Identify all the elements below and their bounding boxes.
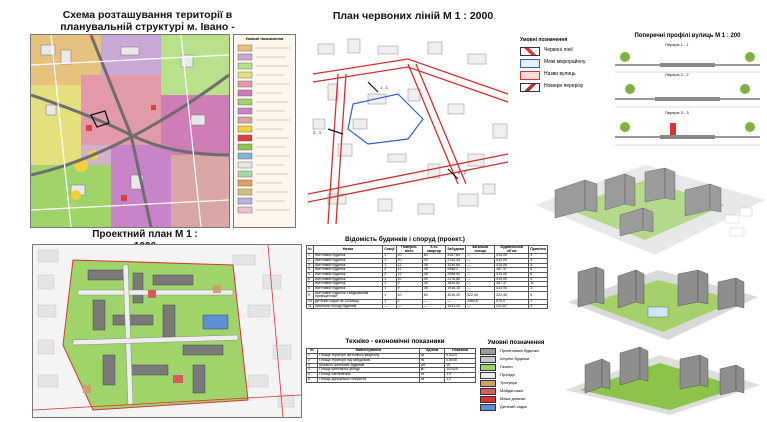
table-cell: 40 (422, 259, 446, 264)
table-cell: — (466, 254, 495, 259)
legend-label: Майданчики (500, 388, 523, 394)
red-lines-title: План червоних ліній М 1 : 2000 (332, 10, 494, 22)
table-cell: Площа території житлового кварталу (318, 353, 420, 358)
table-cell: — (466, 282, 495, 287)
table-cell: 2 (307, 358, 318, 363)
scheme-legend-title: Умовні позначення (245, 36, 284, 41)
table-cell: 6 (529, 268, 548, 273)
table-cell: 3 (307, 363, 318, 368)
table-cell: 12 (396, 263, 422, 268)
table-cell: 5 (307, 273, 314, 278)
table-cell: 9 (396, 282, 422, 287)
project-plan-drawing (33, 245, 301, 417)
red-lines-legend-title: Умовні позначення (520, 37, 568, 43)
tep-body (307, 353, 476, 382)
legend-item (480, 396, 552, 403)
legend-label: Газони (500, 364, 513, 370)
aerial-view-3 (560, 345, 766, 417)
table-cell: 2178,88 (446, 277, 466, 282)
legend-label: Червоні лінії (544, 47, 573, 54)
table-cell: 414,05 (495, 263, 529, 268)
table-cell: 7 (307, 282, 314, 287)
legend-item (480, 372, 552, 379)
table-cell: 5 (307, 373, 318, 378)
legend-swatch (480, 356, 496, 363)
table-cell: 12 (396, 273, 422, 278)
table-cell: 2988,92 (446, 273, 466, 278)
table-cell: 3 (529, 304, 548, 309)
table-cell: 3 (529, 277, 548, 282)
table-cell: га (419, 373, 444, 378)
table-cell: 11 (308, 303, 312, 308)
table-cell: 1 (383, 263, 396, 268)
col-header: Поверхо-вість (396, 246, 422, 254)
table-cell: — (396, 304, 422, 309)
legend-label: Існуючі будинки (500, 356, 530, 362)
legend-label: Номери перерізу (544, 83, 584, 90)
profile-3-label: Переріз 3 - 3 (665, 110, 689, 115)
table-cell: 48 (422, 263, 446, 268)
table-cell: 48 (422, 273, 446, 278)
col-header: Забудови (446, 246, 466, 254)
table-cell: 9 (396, 287, 422, 292)
legend-swatch (480, 388, 496, 395)
table-cell: 387,37 (495, 268, 529, 273)
table-cell: 40 (422, 277, 446, 282)
table-cell: 1 (383, 277, 396, 282)
table-cell: Площа озеленення (318, 373, 420, 378)
legend-item (480, 356, 552, 363)
table-cell: 1 (383, 259, 396, 264)
table-cell: 12 (396, 268, 422, 273)
legend-item-red-line (520, 47, 606, 56)
col-header: К-ть квартир (422, 246, 446, 254)
table-cell: га (419, 358, 444, 363)
table-cell: Дитячий садок на 120місць (313, 300, 382, 305)
table-cell: 64 (422, 254, 446, 259)
table-cell: 1 (383, 291, 396, 299)
table-cell: 3 (307, 263, 314, 268)
table-cell: — (422, 304, 446, 309)
table-cell: га (419, 353, 444, 358)
table-cell: 10 (396, 259, 422, 264)
project-plan-map (32, 244, 302, 418)
table-cell: 1 (307, 353, 318, 358)
col-header: Назва (313, 246, 382, 254)
table-cell: 3016,20 (446, 291, 466, 299)
table-cell: 1,2 (445, 378, 476, 383)
scheme-map (30, 34, 230, 228)
table-cell: Загальна площа будинків (313, 304, 382, 309)
legend-item-street-names (520, 71, 606, 80)
legend-item-boundary (520, 59, 606, 68)
table-cell: Житловий будинок (313, 282, 382, 287)
profile-2-drawing (610, 77, 765, 111)
table-cell: 2 (307, 259, 314, 264)
table-cell: 6 (307, 378, 318, 383)
svg-text:2 - 2: 2 - 2 (458, 170, 467, 175)
project-legend-items (480, 348, 552, 411)
table-cell: 10 (308, 299, 312, 304)
table-cell: — (446, 300, 466, 305)
table-cell: — (466, 273, 495, 278)
table-cell: 48 (422, 268, 446, 273)
table-cell: Житловий будинок (313, 277, 382, 282)
scheme-legend (233, 34, 296, 228)
table-cell: 322,40 (495, 291, 529, 299)
legend-label: Межа ділянки (500, 396, 526, 402)
legend-label: Проїзди (500, 372, 515, 378)
table-cell: 414,05 (495, 273, 529, 278)
table-cell: 322,40 (466, 291, 495, 299)
table-cell: 1 (383, 287, 396, 292)
table-cell: 10 (396, 254, 422, 259)
table-cell: 2743,43 (446, 259, 466, 264)
table-cell: 1,9 (445, 373, 476, 378)
table-cell: 5 (529, 291, 548, 299)
table-cell: Житловий будинок (313, 287, 382, 292)
legend-swatch (480, 396, 496, 403)
table-cell: шт (419, 363, 444, 368)
table-cell: — (422, 300, 446, 305)
table-cell: 8 (307, 287, 314, 292)
table-cell: 6 (307, 277, 314, 282)
table-cell: 3 (529, 254, 548, 259)
table-cell: 1 (383, 282, 396, 287)
table-cell: — (466, 277, 495, 282)
table-cell: 2 (396, 300, 422, 305)
col-header: Загальна площа (466, 246, 495, 254)
col-header: Найменування (318, 349, 420, 354)
table-cell: 414,05 (495, 254, 529, 259)
aerial-view-3-drawing (560, 345, 766, 417)
table-cell: 6 (529, 273, 548, 278)
table-cell: — (383, 304, 396, 309)
table-cell: 60 (422, 291, 446, 299)
table-cell: Житловий будинок (313, 273, 382, 278)
scheme-legend-swatches (234, 43, 295, 223)
table-cell: 36 (422, 282, 446, 287)
table-cell: 1 (529, 300, 548, 305)
red-lines-drawing (308, 34, 513, 224)
table-cell: 11 (529, 282, 548, 287)
table-cell: 387,37 (495, 282, 529, 287)
table-cell: — (466, 287, 495, 292)
table-cell: 2 (383, 273, 396, 278)
legend-item (480, 404, 552, 411)
table-cell: 1364,8 (466, 300, 495, 305)
red-lines-legend (520, 38, 606, 95)
statement-body (307, 254, 548, 309)
table-cell: 2 (383, 268, 396, 273)
legend-swatch (480, 348, 496, 355)
col-header: Примітка (529, 246, 548, 254)
table-cell: 2988,2 (446, 268, 466, 273)
profiles-title: Поперечні профілі вулиць М 1 : 200 (634, 33, 741, 39)
table-cell: 5,5324 (445, 353, 476, 358)
table-cell: Кількість житлових будинків (318, 363, 420, 368)
aerial-view-2-drawing (548, 262, 766, 344)
table-cell: Площа дорожнього покриття (318, 378, 420, 383)
col-header: Секції (383, 246, 396, 254)
table-cell: 102425 (445, 368, 476, 373)
col-header: № (307, 349, 318, 354)
legend-item-section-numbers (520, 83, 606, 92)
table-cell: 10 (396, 277, 422, 282)
table-cell: 3 (529, 287, 548, 292)
profile-3-drawing (610, 115, 765, 151)
project-plan-title: Проектний план М 1 : (92, 229, 198, 240)
table-cell: 3 (529, 263, 548, 268)
svg-text:3 - 3: 3 - 3 (313, 130, 322, 135)
legend-item (480, 388, 552, 395)
table-cell: 414,05 (495, 287, 529, 292)
legend-swatch (480, 404, 496, 411)
col-header: Показник (445, 349, 476, 354)
table-row (307, 378, 476, 383)
table-cell: Житловий будинок (313, 259, 382, 264)
table-cell: — (466, 304, 495, 309)
table-cell: Житловий будинок (313, 268, 382, 273)
table-cell: 1031,20 (446, 304, 466, 309)
table-cell: 414,05 (495, 277, 529, 282)
street-swatch (520, 71, 540, 80)
legend-swatch (480, 380, 496, 387)
table-cell: — (466, 259, 495, 264)
table-cell: Житловий будинок (313, 254, 382, 259)
legend-swatch (480, 372, 496, 379)
table-cell: Житловий будинок з вбудованим приміщенням (313, 291, 382, 299)
table-cell: 1 (383, 254, 396, 259)
section-swatch (520, 83, 540, 92)
legend-swatch (480, 364, 496, 371)
table-cell: 0,8045 (445, 358, 476, 363)
legend-label: Дитячий садок (500, 404, 528, 410)
table-cell: 3 (529, 259, 548, 264)
table-cell: 221,67 (495, 304, 529, 309)
svg-text:1 - 1: 1 - 1 (380, 85, 389, 90)
table-cell: 3230,84 (446, 263, 466, 268)
table-cell: 36 (422, 287, 446, 292)
scheme-map-drawing (31, 35, 229, 227)
legend-item (480, 348, 552, 355)
tep-table (306, 348, 476, 383)
table-cell: 4 (307, 268, 314, 273)
col-header: № (307, 246, 314, 254)
legend-label: Тротуари (500, 380, 518, 386)
profile-2-label: Переріз 2 - 2 (665, 72, 689, 77)
table-cell: 1 (307, 254, 314, 259)
aerial-view-1 (525, 160, 767, 260)
red-line-swatch (520, 47, 540, 56)
table-cell: Площа житлового фонду (318, 368, 420, 373)
table-cell: 414,05 (495, 259, 529, 264)
aerial-view-1-drawing (525, 160, 767, 260)
legend-item (480, 364, 552, 371)
street-profiles (610, 33, 765, 163)
table-cell: 4167,84 (446, 254, 466, 259)
legend-label: Проектовані будинки (500, 348, 539, 354)
legend-item (480, 380, 552, 387)
col-header: Од.вим (419, 349, 444, 354)
boundary-swatch (520, 59, 540, 68)
col-header: Будівельний об'єм (495, 246, 529, 254)
table-cell: 1916,15 (446, 287, 466, 292)
project-legend-title: Умовні позначення (487, 340, 545, 346)
legend-label: Межі мікрорайону (544, 59, 586, 66)
table-cell: м² (419, 368, 444, 373)
table-cell: га (419, 378, 444, 383)
legend-label: Назви вулиць (544, 71, 576, 78)
table-cell: — (466, 268, 495, 273)
table-cell: 570,0 (495, 300, 529, 305)
table-cell: 15 (445, 363, 476, 368)
statement-table (306, 245, 548, 309)
table-row (307, 304, 548, 309)
project-legend (480, 340, 552, 412)
table-cell: 10 (396, 291, 422, 299)
table-cell: 9 (307, 291, 314, 299)
aerial-view-2 (548, 262, 766, 344)
table-cell: — (466, 263, 495, 268)
red-lines-map (308, 34, 513, 224)
tep-title: Техніко - економічні показники (345, 338, 445, 345)
table-cell: 1 (383, 300, 396, 305)
table-cell: 4 (307, 368, 318, 373)
table-cell: Площа території під забудовою (318, 358, 420, 363)
scheme-title: Схема розташування території в планувальній структурі м. Івано - (60, 9, 235, 34)
statement-title: Відомість будинків і споруд (проект.) (345, 236, 465, 243)
table-cell: 1634,82 (446, 282, 466, 287)
profile-1-label: Переріз 1 - 1 (665, 42, 689, 47)
table-cell: Житловий будинок (313, 263, 382, 268)
